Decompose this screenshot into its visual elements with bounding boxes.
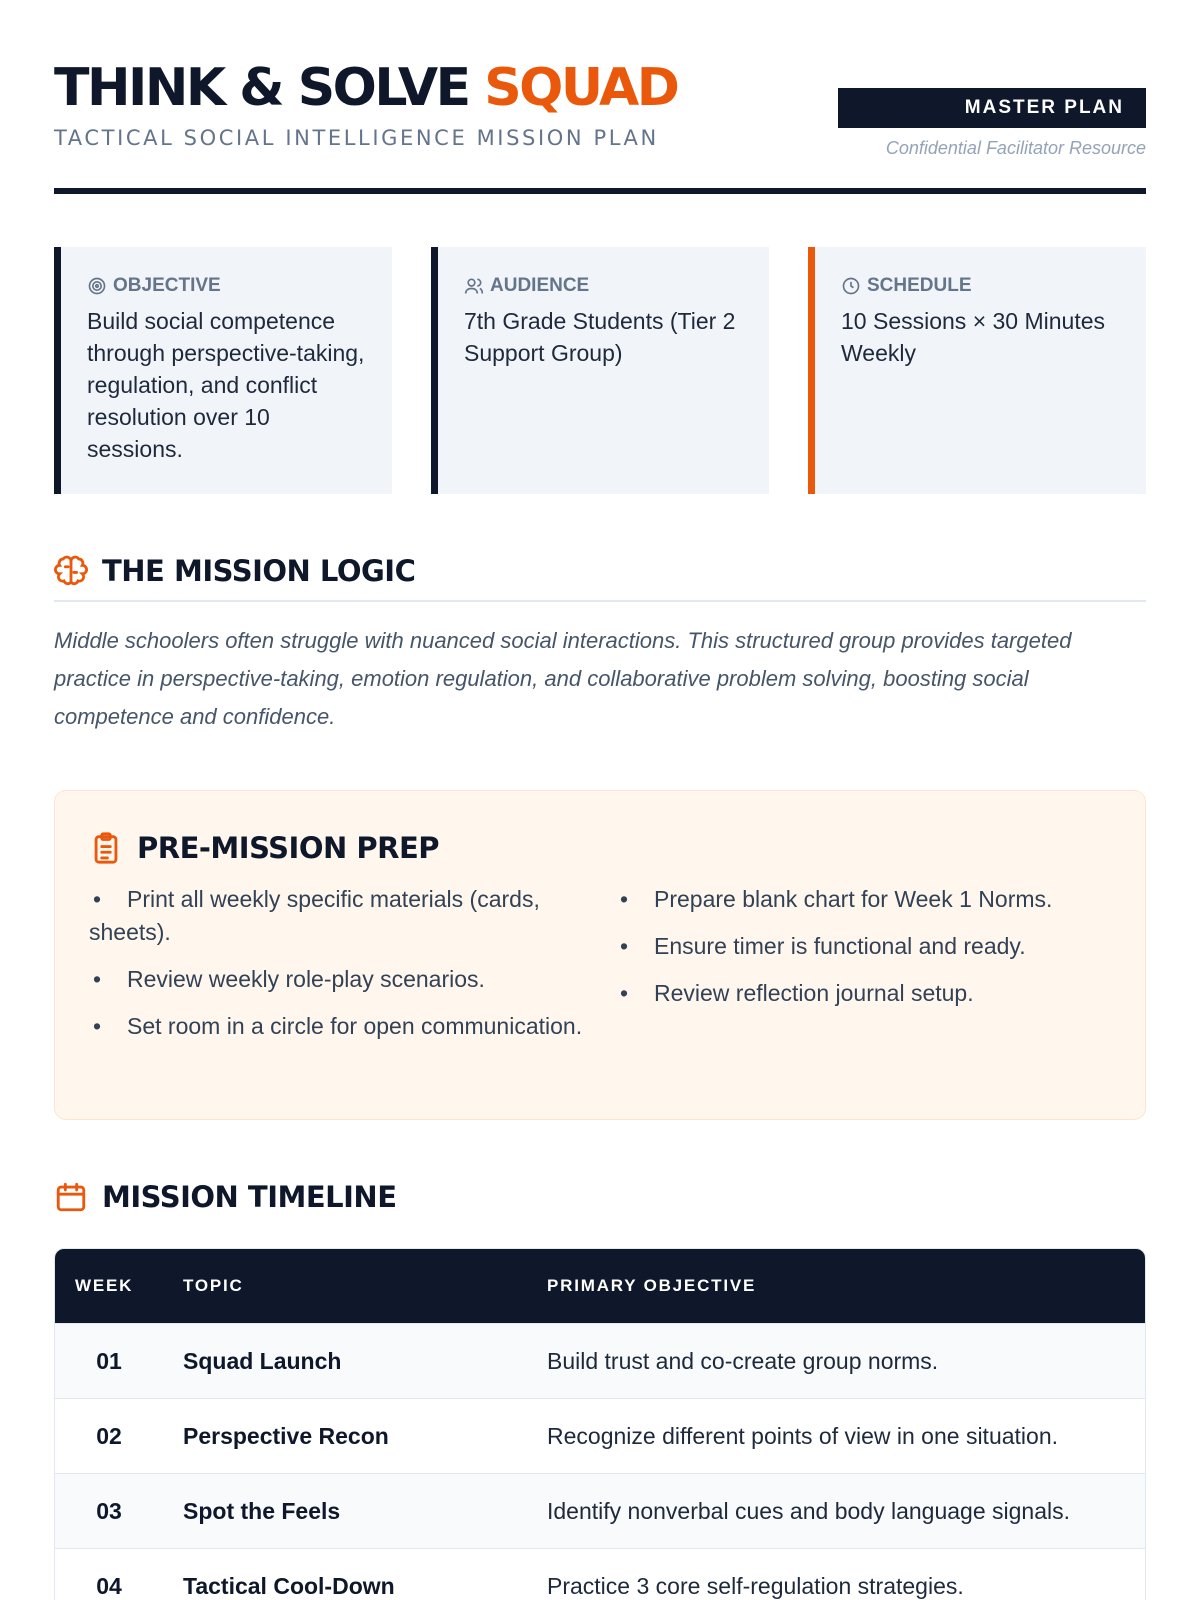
timeline-heading: [54, 1180, 397, 1214]
page-header: [54, 56, 1146, 196]
clock-icon: [841, 276, 861, 296]
audience-card: [431, 247, 769, 494]
pre-mission-prep-panel: [54, 790, 1146, 1120]
objective-cell: Practice 3 core self-regulation strategies.: [547, 1572, 964, 1599]
objective-cell: Recognize different points of view in one situation.: [547, 1422, 1058, 1449]
prep-columns: [89, 883, 1113, 1057]
title-main: THINK & SOLVE: [54, 58, 485, 118]
target-icon: [87, 276, 107, 296]
objective-label: [87, 275, 366, 297]
prep-list-left: [89, 883, 586, 1057]
table-row: [55, 1323, 1145, 1398]
list-item: • Ensure timer is functional and ready.: [616, 930, 1113, 963]
clipboard-icon: [89, 831, 123, 865]
list-item: • Review reflection journal setup.: [616, 977, 1113, 1010]
col-week: WEEK: [75, 1276, 134, 1295]
audience-label-text: AUDIENCE: [490, 275, 590, 296]
list-item: • Set room in a circle for open communication.: [89, 1010, 586, 1043]
header-divider: [54, 188, 1146, 194]
mission-logic-text: Middle schoolers often struggle with nuanced social interactions. This structured group provides targeted practice in perspective-taking, emotion regulation, and collaborative problem solving, boosting social competence and confidence.: [54, 628, 1072, 729]
col-topic: TOPIC: [183, 1276, 244, 1295]
prep-list-right: [616, 883, 1113, 1057]
audience-label: [464, 275, 743, 297]
prep-title: PRE-MISSION PREP: [137, 831, 440, 865]
week-cell: 01: [96, 1347, 122, 1374]
table-row: [55, 1398, 1145, 1473]
objective-label-text: OBJECTIVE: [113, 275, 221, 296]
col-objective: PRIMARY OBJECTIVE: [547, 1276, 757, 1295]
title-accent: SQUAD: [484, 58, 678, 118]
prep-heading: [89, 831, 439, 865]
topic-cell: Squad Launch: [183, 1347, 342, 1374]
calendar-icon: [54, 1180, 88, 1214]
list-item: • Review weekly role-play scenarios.: [89, 963, 586, 996]
table-row: [55, 1473, 1145, 1548]
objective-card: [54, 247, 392, 494]
schedule-label: [841, 275, 1120, 297]
master-plan-badge: MASTER PLAN: [838, 88, 1146, 128]
timeline-table: [54, 1248, 1146, 1600]
objective-text: Build social competence through perspective-taking, regulation, and conflict resolution over 10 sessions.: [87, 308, 365, 462]
topic-cell: Spot the Feels: [183, 1497, 341, 1524]
objective-cell: Identify nonverbal cues and body language signals.: [547, 1497, 1070, 1524]
week-cell: 04: [96, 1572, 122, 1599]
topic-cell: Tactical Cool-Down: [183, 1572, 395, 1599]
topic-cell: Perspective Recon: [183, 1422, 389, 1449]
page-subtitle: TACTICAL SOCIAL INTELLIGENCE MISSION PLAN: [54, 126, 659, 150]
objective-cell: Build trust and co-create group norms.: [547, 1347, 939, 1374]
week-cell: 02: [96, 1422, 122, 1449]
week-cell: 03: [96, 1497, 122, 1524]
table-row: [55, 1548, 1145, 1600]
brain-icon: [54, 554, 88, 588]
schedule-text: 10 Sessions × 30 Minutes Weekly: [841, 308, 1106, 366]
list-item: • Print all weekly specific materials (cards, sheets).: [89, 883, 586, 949]
summary-cards: [54, 247, 1146, 494]
mission-logic-title: THE MISSION LOGIC: [102, 554, 416, 588]
table-header: [55, 1249, 1145, 1323]
mission-logic-heading: [54, 554, 415, 588]
schedule-card: [808, 247, 1146, 494]
list-item: • Prepare blank chart for Week 1 Norms.: [616, 883, 1113, 916]
badge-note: Confidential Facilitator Resource: [885, 138, 1146, 158]
audience-text: 7th Grade Students (Tier 2 Support Group): [464, 308, 736, 366]
schedule-label-text: SCHEDULE: [867, 275, 972, 296]
badge-group: [838, 88, 1146, 159]
users-icon: [464, 276, 484, 296]
mission-logic-divider: [54, 600, 1146, 602]
table-body: [55, 1323, 1145, 1600]
timeline-title: MISSION TIMELINE: [102, 1180, 397, 1214]
